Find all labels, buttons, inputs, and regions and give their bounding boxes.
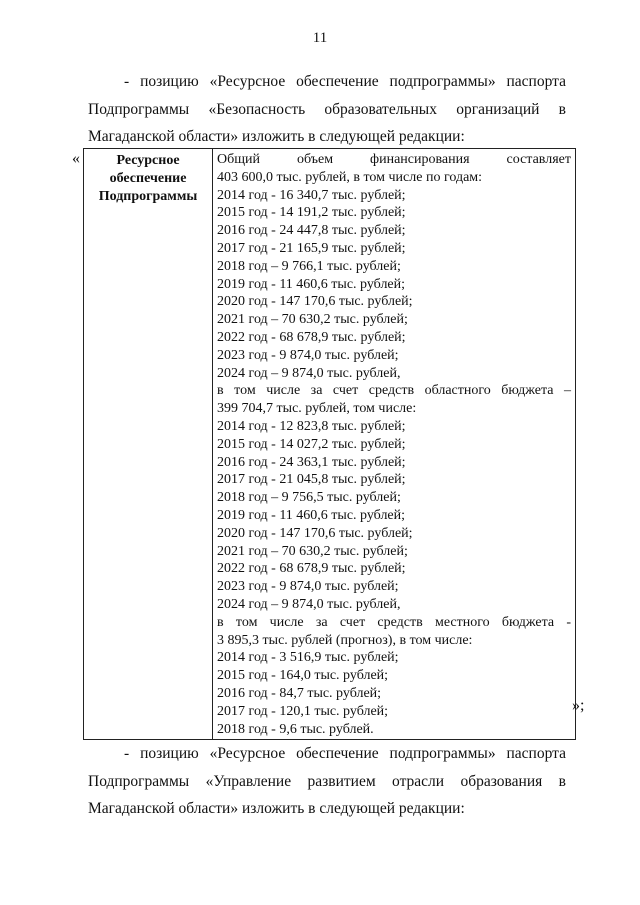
- value-line: 2024 год – 9 874,0 тыс. рублей,: [217, 596, 401, 612]
- value-line: 2015 год - 14 027,2 тыс. рублей;: [217, 436, 406, 452]
- value-line: 2014 год - 12 823,8 тыс. рублей;: [217, 418, 406, 434]
- value-line: 2014 год - 16 340,7 тыс. рублей;: [217, 187, 406, 203]
- table-row: [84, 149, 576, 740]
- value-line: 2022 год - 68 678,9 тыс. рублей;: [217, 329, 406, 345]
- paragraph-line: Магаданской области» изложить в следующей редакции:: [88, 800, 465, 817]
- resource-table: [83, 148, 576, 740]
- value-line: 2020 год - 147 170,6 тыс. рублей;: [217, 525, 413, 541]
- paragraph-line: - позицию «Ресурсное обеспечение подпрограммы» паспорта: [124, 73, 566, 90]
- value-line: 2019 год - 11 460,6 тыс. рублей;: [217, 276, 406, 292]
- second-paragraph: [88, 740, 566, 823]
- value-line: 2018 год - 9,6 тыс. рублей.: [217, 721, 374, 737]
- value-line: 2019 год - 11 460,6 тыс. рублей;: [217, 507, 406, 523]
- value-line: 2016 год - 24 363,1 тыс. рублей;: [217, 454, 406, 470]
- label-line: Ресурсное: [116, 153, 180, 168]
- value-line: 2021 год – 70 630,2 тыс. рублей;: [217, 543, 408, 559]
- value-line: Общий объем финансирования составляет: [217, 152, 571, 167]
- value-line: 2018 год – 9 756,5 тыс. рублей;: [217, 490, 401, 506]
- value-cell: [213, 149, 576, 740]
- opening-quote: «: [72, 150, 80, 167]
- intro-paragraph: [88, 68, 566, 151]
- value-line: 2015 год - 164,0 тыс. рублей;: [217, 668, 389, 684]
- value-line: 2017 год - 21 165,9 тыс. рублей;: [217, 240, 406, 256]
- value-line: 2014 год - 3 516,9 тыс. рублей;: [217, 650, 399, 666]
- value-line: 2020 год - 147 170,6 тыс. рублей;: [217, 294, 413, 310]
- label-line: обеспечение: [109, 170, 187, 186]
- paragraph-line: Подпрограммы «Управление развитием отрасли образования в: [88, 772, 566, 790]
- value-line: 2021 год – 70 630,2 тыс. рублей;: [217, 312, 408, 328]
- value-line: 2018 год – 9 766,1 тыс. рублей;: [217, 258, 401, 274]
- value-line: 2023 год - 9 874,0 тыс. рублей;: [217, 579, 399, 595]
- value-line: 2017 год - 21 045,8 тыс. рублей;: [217, 472, 406, 488]
- paragraph-line: Подпрограммы «Безопасность образовательных организаций в: [88, 100, 566, 118]
- value-line: 2016 год - 24 447,8 тыс. рублей;: [217, 223, 406, 239]
- closing-quote: »;: [572, 697, 585, 714]
- value-line: в том числе за счет средств областного бюджета –: [217, 383, 571, 399]
- label-line: Подпрограммы: [98, 188, 198, 204]
- value-line: 2022 год - 68 678,9 тыс. рублей;: [217, 561, 406, 577]
- value-line: 403 600,0 тыс. рублей, в том числе по годам:: [217, 169, 483, 185]
- value-line: 3 895,3 тыс. рублей (прогноз), в том числе:: [217, 632, 473, 648]
- value-line: 2024 год – 9 874,0 тыс. рублей,: [217, 365, 401, 381]
- paragraph-line: Магаданской области» изложить в следующей редакции:: [88, 128, 465, 145]
- value-line: в том числе за счет средств местного бюджета -: [217, 614, 571, 630]
- paragraph-line: - позицию «Ресурсное обеспечение подпрограммы» паспорта: [124, 745, 566, 762]
- value-line: 2015 год - 14 191,2 тыс. рублей;: [217, 205, 406, 221]
- label-cell: [84, 149, 213, 740]
- value-line: 2023 год - 9 874,0 тыс. рублей;: [217, 347, 399, 363]
- value-line: 399 704,7 тыс. рублей, том числе:: [217, 401, 417, 417]
- page-number: 11: [312, 30, 328, 46]
- value-line: 2016 год - 84,7 тыс. рублей;: [217, 685, 382, 701]
- value-line: 2017 год - 120,1 тыс. рублей;: [217, 703, 389, 719]
